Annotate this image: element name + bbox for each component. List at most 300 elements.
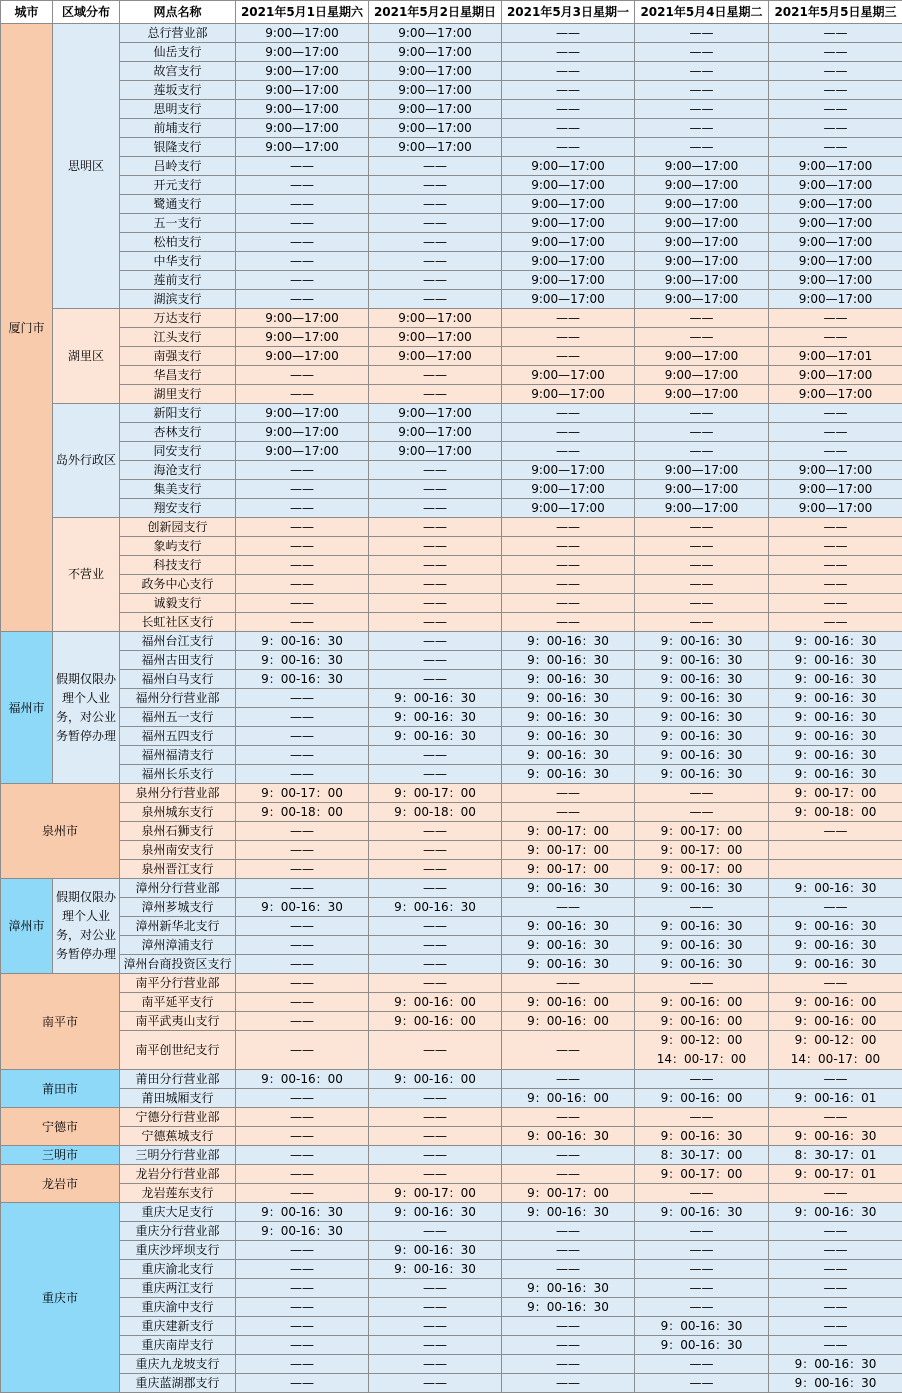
hours-cell-0504: 9:00—17:00 [635, 214, 769, 233]
hours-cell-0503: —— [502, 575, 635, 594]
header-date-0502: 2021年5月2日星期日 [369, 1, 502, 24]
table-row [1, 271, 902, 290]
hours-cell-0504: 9：00-17：00 [635, 1165, 769, 1184]
hours-cell-0504: 9：00-16：00 [635, 1089, 769, 1108]
hours-cell-0501: —— [236, 955, 369, 974]
header-date-0504: 2021年5月4日星期二 [635, 1, 769, 24]
hours-cell-0504: —— [635, 43, 769, 62]
table-row [1, 556, 902, 575]
branch-name-cell: 福州台江支行 [120, 632, 236, 651]
hours-cell-0502: 9:00—17:00 [369, 43, 502, 62]
hours-cell-0504: 9:00—17:00 [635, 176, 769, 195]
hours-cell-0505: —— [769, 1070, 902, 1089]
branch-name-cell: 漳州分行营业部 [120, 879, 236, 898]
hours-cell-0501: —— [236, 1260, 369, 1279]
hours-cell-0503: 9：00-16：30 [502, 955, 635, 974]
hours-cell-0504: 9：00-16：30 [635, 765, 769, 784]
table-body [1, 24, 902, 1393]
district-cell: 岛外行政区 [53, 404, 120, 518]
branch-name-cell: 开元支行 [120, 176, 236, 195]
branch-name-cell: 重庆沙坪坝支行 [120, 1241, 236, 1260]
hours-cell-0505: 9：00-16：30 [769, 632, 902, 651]
hours-cell-0505 [769, 841, 902, 860]
branch-name-cell: 莲前支行 [120, 271, 236, 290]
hours-cell-0504: 9：00-16：00 [635, 1012, 769, 1031]
hours-cell-0505: 9:00—17:00 [769, 366, 902, 385]
table-row [1, 651, 902, 670]
table-row [1, 100, 902, 119]
table-row [1, 860, 902, 879]
table-row [1, 689, 902, 708]
hours-cell-0501: 9:00—17:00 [236, 423, 369, 442]
hours-cell-0502: —— [369, 1317, 502, 1336]
hours-cell-0502: 9：00-16：30 [369, 689, 502, 708]
hours-cell-0502: —— [369, 917, 502, 936]
city-cell: 重庆市 [1, 1203, 120, 1393]
table-row [1, 765, 902, 784]
table-row [1, 1279, 902, 1298]
table-row [1, 157, 902, 176]
hours-cell-0503: —— [502, 518, 635, 537]
hours-cell-0505: —— [769, 119, 902, 138]
hours-cell-0505: 9:00—17:00 [769, 233, 902, 252]
hours-cell-0503: —— [502, 1374, 635, 1393]
hours-cell-0505: 9:00—17:00 [769, 271, 902, 290]
hours-cell-0505: 9：00-18：00 [769, 803, 902, 822]
hours-cell-0501: 9:00—17:00 [236, 119, 369, 138]
branch-name-cell: 象屿支行 [120, 537, 236, 556]
hours-cell-0503: 9：00-17：00 [502, 841, 635, 860]
hours-cell-0503: —— [502, 1222, 635, 1241]
hours-cell-0502: 9:00—17:00 [369, 81, 502, 100]
hours-cell-0502: —— [369, 955, 502, 974]
district-cell: 不营业 [53, 518, 120, 632]
hours-cell-0505: —— [769, 537, 902, 556]
city-cell: 莆田市 [1, 1070, 120, 1108]
hours-cell-0501: 9:00—17:00 [236, 442, 369, 461]
hours-cell-0503: —— [502, 1165, 635, 1184]
hours-cell-0505: —— [769, 1222, 902, 1241]
hours-cell-0501: 9:00—17:00 [236, 81, 369, 100]
hours-cell-0502: 9：00-16：00 [369, 993, 502, 1012]
table-row [1, 1355, 902, 1374]
hours-cell-0504: 9:00—17:00 [635, 499, 769, 518]
table-row [1, 461, 902, 480]
hours-cell-0501: —— [236, 841, 369, 860]
hours-cell-0502: 9：00-16：30 [369, 1260, 502, 1279]
hours-cell-0503: —— [502, 100, 635, 119]
hours-cell-0505: 9:00—17:00 [769, 214, 902, 233]
hours-cell-0504: —— [635, 575, 769, 594]
table-row [1, 1146, 902, 1165]
hours-cell-0502: 9：00-16：00 [369, 1070, 502, 1089]
branch-name-cell: 鹭通支行 [120, 195, 236, 214]
hours-cell-0505: 9：00-16：30 [769, 955, 902, 974]
hours-cell-0503: 9：00-16：30 [502, 746, 635, 765]
hours-cell-0503: —— [502, 81, 635, 100]
hours-cell-0501: —— [236, 290, 369, 309]
table-row [1, 1298, 902, 1317]
hours-cell-0501: —— [236, 1336, 369, 1355]
branch-name-cell: 重庆建新支行 [120, 1317, 236, 1336]
branch-name-cell: 泉州石狮支行 [120, 822, 236, 841]
branch-name-cell: 南平武夷山支行 [120, 1012, 236, 1031]
hours-cell-0504: —— [635, 1241, 769, 1260]
hours-cell-0504: —— [635, 442, 769, 461]
branch-name-cell: 重庆渝北支行 [120, 1260, 236, 1279]
branch-name-cell: 泉州城东支行 [120, 803, 236, 822]
hours-cell-0505: —— [769, 594, 902, 613]
hours-cell-0501: —— [236, 1031, 369, 1070]
hours-cell-0501: —— [236, 214, 369, 233]
hours-cell-0503: 9:00—17:00 [502, 157, 635, 176]
branch-name-cell: 重庆蓝湖郡支行 [120, 1374, 236, 1393]
branch-name-cell: 漳州漳浦支行 [120, 936, 236, 955]
hours-cell-0502: —— [369, 1146, 502, 1165]
hours-cell-0502: —— [369, 594, 502, 613]
hours-cell-0501: —— [236, 1165, 369, 1184]
hours-cell-0502: 9:00—17:00 [369, 347, 502, 366]
hours-cell-0502: —— [369, 1127, 502, 1146]
hours-cell-0504: —— [635, 81, 769, 100]
hours-cell-0505: 9:00—17:00 [769, 290, 902, 309]
hours-cell-0501: —— [236, 271, 369, 290]
hours-cell-0501: —— [236, 936, 369, 955]
header-city: 城市 [1, 1, 53, 24]
hours-cell-0502: —— [369, 499, 502, 518]
table-row [1, 993, 902, 1012]
branch-name-cell: 福州五一支行 [120, 708, 236, 727]
hours-cell-0503: 9:00—17:00 [502, 252, 635, 271]
hours-cell-0505: —— [769, 24, 902, 43]
branch-name-cell: 海沧支行 [120, 461, 236, 480]
hours-cell-0503: 9：00-16：30 [502, 689, 635, 708]
table-row [1, 480, 902, 499]
hours-cell-0504: 9：00-16：30 [635, 632, 769, 651]
hours-cell-0502: —— [369, 822, 502, 841]
hours-cell-0502: —— [369, 556, 502, 575]
hours-cell-0504: —— [635, 1184, 769, 1203]
branch-name-cell: 创新园支行 [120, 518, 236, 537]
hours-cell-0502: —— [369, 1279, 502, 1298]
hours-cell-0504: —— [635, 518, 769, 537]
hours-cell-0503: —— [502, 24, 635, 43]
hours-cell-0504: —— [635, 784, 769, 803]
hours-cell-0502: —— [369, 765, 502, 784]
table-row [1, 1336, 902, 1355]
hours-cell-0505: —— [769, 974, 902, 993]
branch-name-cell: 长虹社区支行 [120, 613, 236, 632]
hours-cell-0501: —— [236, 822, 369, 841]
branch-name-cell: 松柏支行 [120, 233, 236, 252]
branch-name-cell: 万达支行 [120, 309, 236, 328]
hours-cell-0505: 9:00—17:00 [769, 157, 902, 176]
hours-cell-0501: —— [236, 689, 369, 708]
hours-cell-0505: —— [769, 556, 902, 575]
branch-name-cell: 杏林支行 [120, 423, 236, 442]
table-row [1, 1317, 902, 1336]
hours-cell-0502: —— [369, 1108, 502, 1127]
branch-name-cell: 总行营业部 [120, 24, 236, 43]
hours-cell-0504: —— [635, 423, 769, 442]
hours-cell-0502: 9:00—17:00 [369, 24, 502, 43]
hours-cell-0505: 9:00—17:00 [769, 176, 902, 195]
hours-cell-0501: —— [236, 879, 369, 898]
hours-cell-0501: —— [236, 366, 369, 385]
hours-cell-0504: —— [635, 613, 769, 632]
hours-cell-0503: —— [502, 309, 635, 328]
hours-cell-0505: —— [769, 1298, 902, 1317]
hours-cell-0503: 9：00-16：30 [502, 917, 635, 936]
hours-cell-0503: 9：00-16：30 [502, 765, 635, 784]
hours-cell-0501: —— [236, 1355, 369, 1374]
hours-cell-0501: —— [236, 252, 369, 271]
hours-cell-0505: 9：00-16：30 [769, 708, 902, 727]
header-date-0503: 2021年5月3日星期一 [502, 1, 635, 24]
branch-name-cell: 三明分行营业部 [120, 1146, 236, 1165]
hours-cell-0502: 9:00—17:00 [369, 309, 502, 328]
hours-cell-0502: 9：00-16：30 [369, 1241, 502, 1260]
hours-cell-0504: —— [635, 1298, 769, 1317]
hours-cell-0505: —— [769, 613, 902, 632]
hours-cell-0502: 9：00-16：30 [369, 898, 502, 917]
hours-cell-0505: 9：00-16：00 [769, 993, 902, 1012]
table-row [1, 1127, 902, 1146]
hours-cell-0505: 9：00-16：30 [769, 879, 902, 898]
hours-cell-0505: —— [769, 328, 902, 347]
hours-cell-0503: —— [502, 1108, 635, 1127]
hours-cell-0502: —— [369, 1355, 502, 1374]
hours-cell-0503: 9：00-16：30 [502, 670, 635, 689]
hours-cell-0503: 9：00-16：30 [502, 1127, 635, 1146]
table-row [1, 575, 902, 594]
hours-cell-0501: —— [236, 556, 369, 575]
hours-cell-0502: —— [369, 860, 502, 879]
hours-cell-0504: —— [635, 537, 769, 556]
hours-cell-0503: —— [502, 328, 635, 347]
hours-cell-0502: 9：00-16：30 [369, 727, 502, 746]
hours-cell-0502: —— [369, 879, 502, 898]
branch-name-cell: 湖里支行 [120, 385, 236, 404]
hours-cell-0505: 9：00-16：30 [769, 765, 902, 784]
table-row [1, 347, 902, 366]
hours-cell-0502: —— [369, 1298, 502, 1317]
hours-cell-0505: —— [769, 1184, 902, 1203]
hours-cell-0504: 9：00-16：30 [635, 708, 769, 727]
branch-name-cell: 南平分行营业部 [120, 974, 236, 993]
hours-cell-0503: 9:00—17:00 [502, 290, 635, 309]
hours-cell-0501: 9：00-16：30 [236, 670, 369, 689]
table-row [1, 670, 902, 689]
hours-cell-0504: —— [635, 1108, 769, 1127]
hours-cell-0505: —— [769, 1317, 902, 1336]
hours-cell-0502: 9:00—17:00 [369, 404, 502, 423]
city-cell: 南平市 [1, 974, 120, 1070]
table-row [1, 385, 902, 404]
table-row [1, 1222, 902, 1241]
hours-cell-0503: —— [502, 1260, 635, 1279]
hours-cell-0503: —— [502, 613, 635, 632]
table-row [1, 518, 902, 537]
hours-cell-0504: 9：00-16：30 [635, 917, 769, 936]
hours-cell-0502: —— [369, 974, 502, 993]
branch-name-cell: 漳州芗城支行 [120, 898, 236, 917]
city-cell: 福州市 [1, 632, 53, 784]
hours-cell-0504: —— [635, 24, 769, 43]
hours-cell-0503: 9：00-16：00 [502, 1089, 635, 1108]
branch-name-cell: 泉州南安支行 [120, 841, 236, 860]
table-row [1, 879, 902, 898]
hours-cell-0505: —— [769, 1108, 902, 1127]
hours-cell-0504: —— [635, 309, 769, 328]
hours-cell-0504: —— [635, 119, 769, 138]
table-row [1, 974, 902, 993]
hours-cell-0502: —— [369, 1374, 502, 1393]
hours-cell-0505: 9：00-16：30 [769, 670, 902, 689]
hours-cell-0504: 9:00—17:00 [635, 195, 769, 214]
hours-cell-0504: 9:00—17:00 [635, 347, 769, 366]
hours-cell-0501: —— [236, 860, 369, 879]
hours-cell-0501: —— [236, 1089, 369, 1108]
hours-cell-0505: —— [769, 43, 902, 62]
hours-cell-0505: —— [769, 138, 902, 157]
branch-name-cell: 福州分行营业部 [120, 689, 236, 708]
hours-cell-0502: —— [369, 271, 502, 290]
hours-cell-0505 [769, 860, 902, 879]
hours-cell-0505: 9：00-16：30 [769, 1355, 902, 1374]
hours-cell-0505: 9:00—17:00 [769, 385, 902, 404]
branch-name-cell: 莆田城厢支行 [120, 1089, 236, 1108]
branch-name-cell: 集美支行 [120, 480, 236, 499]
hours-cell-0505: —— [769, 309, 902, 328]
hours-cell-0502: —— [369, 575, 502, 594]
hours-cell-0504: —— [635, 1355, 769, 1374]
hours-cell-0503: —— [502, 1031, 635, 1070]
branch-name-cell: 漳州新华北支行 [120, 917, 236, 936]
branch-name-cell: 重庆南岸支行 [120, 1336, 236, 1355]
hours-cell-0504: 9:00—17:00 [635, 461, 769, 480]
table-row [1, 1260, 902, 1279]
hours-cell-0504: 9：00-16：30 [635, 1336, 769, 1355]
hours-cell-0505: —— [769, 1241, 902, 1260]
city-cell: 宁德市 [1, 1108, 120, 1146]
hours-cell-0502: 9:00—17:00 [369, 62, 502, 81]
hours-cell-0503: 9:00—17:00 [502, 233, 635, 252]
hours-cell-0501: —— [236, 1374, 369, 1393]
hours-cell-0504: —— [635, 1070, 769, 1089]
hours-cell-0503: 9:00—17:00 [502, 480, 635, 499]
hours-cell-0503: 9:00—17:00 [502, 499, 635, 518]
hours-cell-0504: 9:00—17:00 [635, 290, 769, 309]
branch-name-cell: 漳州台商投资区支行 [120, 955, 236, 974]
table-row [1, 803, 902, 822]
city-cell: 漳州市 [1, 879, 53, 974]
branch-name-cell: 中华支行 [120, 252, 236, 271]
hours-cell-0501: 9：00-16：00 [236, 1070, 369, 1089]
hours-cell-0502: —— [369, 936, 502, 955]
hours-cell-0505: 9：00-16：30 [769, 1127, 902, 1146]
hours-cell-0505: 9:00—17:00 [769, 499, 902, 518]
hours-cell-0501: —— [236, 993, 369, 1012]
hours-cell-0504: 8：30-17：00 [635, 1146, 769, 1165]
hours-cell-0505: 9：00-16：30 [769, 917, 902, 936]
table-row [1, 1070, 902, 1089]
hours-cell-0505: —— [769, 423, 902, 442]
branch-name-cell: 思明支行 [120, 100, 236, 119]
hours-cell-0503: —— [502, 119, 635, 138]
table-row [1, 138, 902, 157]
table-row [1, 537, 902, 556]
hours-cell-0504: 9:00—17:00 [635, 271, 769, 290]
table-row [1, 841, 902, 860]
hours-cell-0501: 9:00—17:00 [236, 309, 369, 328]
hours-cell-0503: —— [502, 138, 635, 157]
hours-cell-0505: —— [769, 100, 902, 119]
branch-name-cell: 福州古田支行 [120, 651, 236, 670]
hours-cell-0503: —— [502, 974, 635, 993]
hours-cell-0505: 8：30-17：01 [769, 1146, 902, 1165]
hours-cell-0502: —— [369, 1222, 502, 1241]
hours-cell-0503: 9：00-16：00 [502, 993, 635, 1012]
hours-cell-0502: —— [369, 252, 502, 271]
table-row [1, 822, 902, 841]
hours-cell-0501: —— [236, 1127, 369, 1146]
hours-cell-0503: 9:00—17:00 [502, 176, 635, 195]
hours-cell-0504: 9：00-17：00 [635, 860, 769, 879]
hours-cell-0501: 9:00—17:00 [236, 43, 369, 62]
hours-cell-0501: —— [236, 765, 369, 784]
hours-cell-0504: 9:00—17:00 [635, 366, 769, 385]
hours-cell-0501: —— [236, 499, 369, 518]
hours-cell-0502: —— [369, 233, 502, 252]
hours-cell-0503: —— [502, 1317, 635, 1336]
hours-cell-0504: 9:00—17:00 [635, 252, 769, 271]
table-row [1, 62, 902, 81]
hours-cell-0504: 9：00-16：30 [635, 670, 769, 689]
branch-name-cell: 湖滨支行 [120, 290, 236, 309]
hours-cell-0504: 9:00—17:00 [635, 157, 769, 176]
hours-cell-0503: 9：00-16：30 [502, 936, 635, 955]
hours-cell-0503: 9：00-16：30 [502, 1203, 635, 1222]
table-row [1, 195, 902, 214]
hours-cell-0505: —— [769, 1336, 902, 1355]
hours-cell-0504: —— [635, 974, 769, 993]
hours-cell-0504: 9:00—17:00 [635, 233, 769, 252]
hours-cell-0504: —— [635, 1374, 769, 1393]
hours-cell-0503: —— [502, 556, 635, 575]
hours-cell-0501: 9：00-16：30 [236, 898, 369, 917]
table-row [1, 708, 902, 727]
branch-name-cell: 华昌支行 [120, 366, 236, 385]
hours-cell-0502: —— [369, 670, 502, 689]
table-row [1, 727, 902, 746]
table-row [1, 176, 902, 195]
hours-cell-0505: 9:00—17:00 [769, 480, 902, 499]
branch-name-cell: 南平创世纪支行 [120, 1031, 236, 1070]
hours-cell-0503: —— [502, 1146, 635, 1165]
hours-cell-0502: 9:00—17:00 [369, 138, 502, 157]
hours-cell-0504: 9：00-16：30 [635, 1127, 769, 1146]
hours-cell-0501: 9:00—17:00 [236, 138, 369, 157]
hours-cell-0504: 9:00—17:00 [635, 480, 769, 499]
hours-cell-0501: —— [236, 1298, 369, 1317]
hours-cell-0501: —— [236, 974, 369, 993]
header-date-0501: 2021年5月1日星期六 [236, 1, 369, 24]
branch-name-cell: 银隆支行 [120, 138, 236, 157]
hours-cell-0504: 9：00-16：30 [635, 879, 769, 898]
hours-cell-0504: —— [635, 1222, 769, 1241]
hours-cell-0502: 9：00-16：30 [369, 708, 502, 727]
